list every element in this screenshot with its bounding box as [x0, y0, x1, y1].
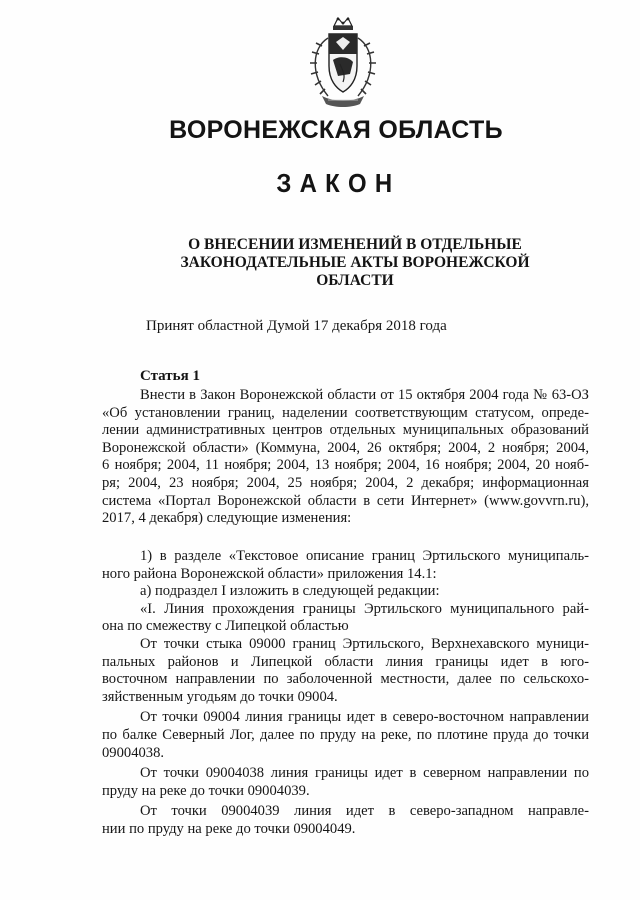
text-line: 6 ноября; 2004, 11 ноября; 2004, 13 ноября; 2004, 16 ноября; 2004, 20 нояб-	[102, 457, 589, 474]
amendments-body	[102, 548, 589, 839]
coat-of-arms-emblem	[298, 16, 388, 108]
text-line: От точки 09004038 линия границы идет в северном направлении по	[140, 765, 589, 782]
region-title: ВОРОНЕЖСКАЯ ОБЛАСТЬ	[169, 116, 503, 144]
text-line: ря; 2004, 23 ноября; 2004, 25 ноября; 2004, 2 декабря; информационная	[102, 474, 589, 491]
text-line: а) подраздел I изложить в следующей редакции:	[140, 583, 440, 600]
text-line: по балке Северный Лог, далее по пруду на реке, по плотине пруда до точки	[102, 726, 589, 743]
text-line: «Об установлении границ, наделении соответствующим статусом, опреде-	[102, 404, 589, 421]
text-line: 1) в разделе «Текстовое описание границ Эртильского муниципаль-	[140, 548, 589, 564]
law-title-line: ЗАКОНОДАТЕЛЬНЫЕ АКТЫ ВОРОНЕЖСКОЙ	[180, 254, 530, 271]
text-line: пальных районов и Липецкой области линия границы идет в юго-	[102, 653, 589, 670]
text-line: От точки 09004 линия границы идет в северо-восточном направлении	[140, 709, 589, 726]
text-line: зяйственным угодьям до точки 09004.	[102, 688, 338, 705]
law-title	[150, 236, 560, 290]
text-line: Внести в Закон Воронежской области от 15 октября 2004 года № 63-ОЗ	[140, 387, 589, 403]
article-heading: Статья 1	[140, 368, 200, 384]
text-line: она по смежеству с Липецкой областью	[102, 618, 349, 635]
text-line: От точки 09004039 линия идет в северо-западном направле-	[140, 803, 589, 820]
text-line: Воронежской области» (Коммуна, 2004, 26 октября; 2004, 2 ноября; 2004,	[102, 439, 589, 456]
document-type-heading: ЗАКОН	[276, 168, 401, 198]
text-line: лении административных центров отдельных муниципальных образований	[102, 422, 589, 439]
text-line: пруду на реке до точки 09004039.	[102, 782, 310, 799]
text-line: 09004038.	[102, 744, 165, 761]
text-line: 2017, 4 декабря) следующие изменения:	[102, 510, 352, 527]
text-line: От точки стыка 09000 границ Эртильского, Верхнехавского муници-	[140, 635, 589, 652]
law-title-line: ОБЛАСТИ	[316, 272, 394, 289]
text-line: восточном направлении по заболоченной местности, далее по сельскохо-	[102, 671, 589, 688]
adoption-date-statement: Принят областной Думой 17 декабря 2018 года	[146, 318, 447, 334]
text-line: ного района Воронежской области» приложения 14.1:	[102, 565, 437, 582]
text-line: нии по пруду на реке до точки 09004049.	[102, 820, 356, 837]
law-title-line: О ВНЕСЕНИИ ИЗМЕНЕНИЙ В ОТДЕЛЬНЫЕ	[188, 236, 522, 253]
article-intro-paragraph	[102, 387, 589, 528]
text-line: «I. Линия прохождения границы Эртильского муниципального рай-	[140, 600, 589, 617]
text-line: система «Портал Воронежской области в сети Интернет» (www.govvrn.ru),	[102, 492, 589, 509]
